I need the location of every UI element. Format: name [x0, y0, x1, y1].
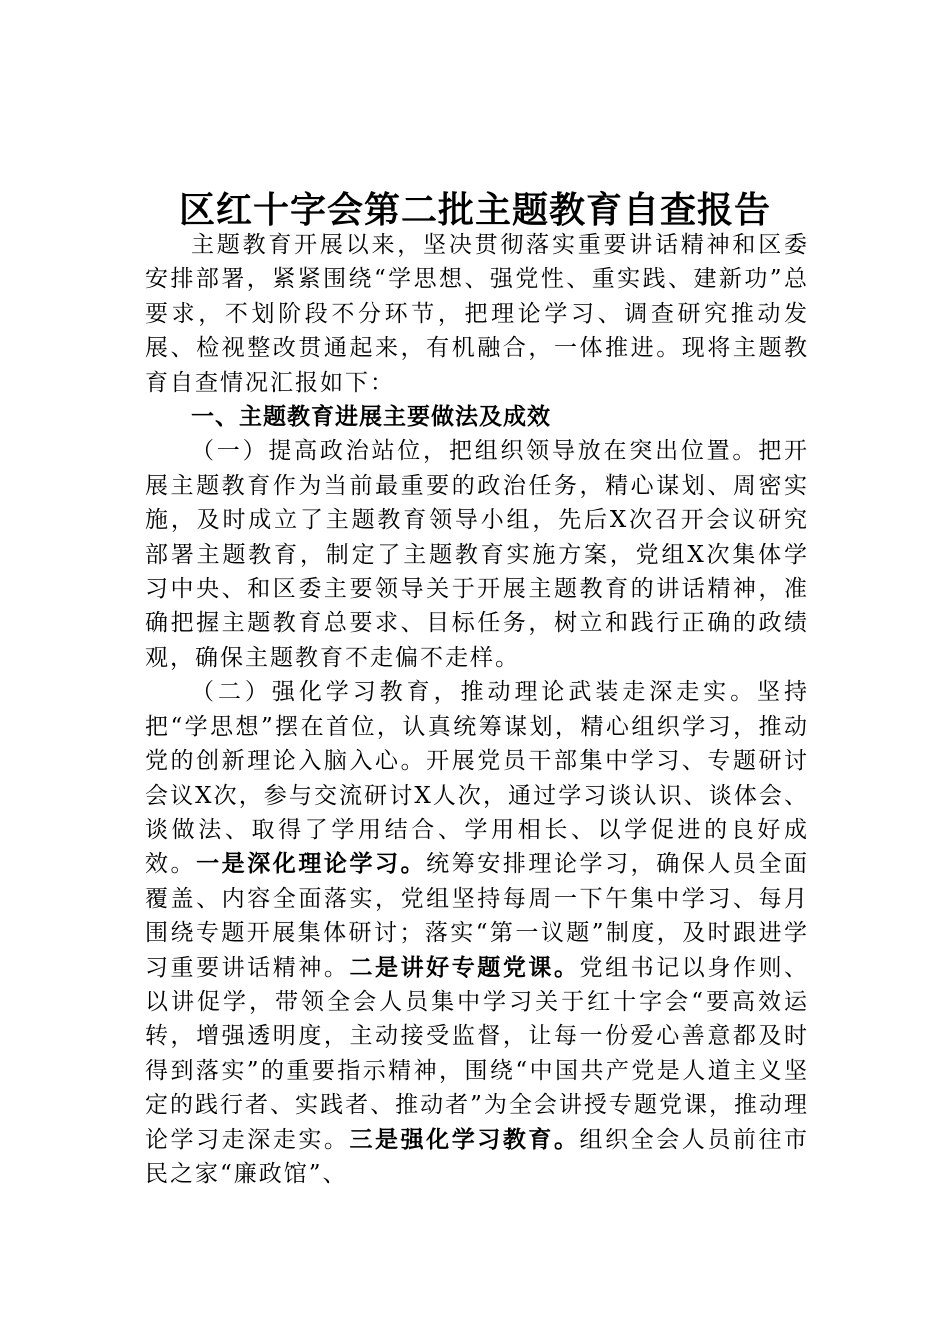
subsection-2-text-d: 组织全会人员前往市民之家“廉政馆”、	[145, 1126, 810, 1187]
subsection-1-paragraph	[145, 434, 809, 675]
subsection-2-text-c: 党组书记以身作则、以讲促学，带领全会人员集中学习关于红十字会“要高效运转，增强透明度，主动接受监督，让每一份爱心善意都及时得到落实”的重要指示精神，围绕“中国共产党是人道主义坚定的践行者、实践者、推动者”为全会讲授专题党课，推动理论学习走深走实。	[145, 954, 810, 1153]
point-2-label: 二是讲好专题党课。	[349, 953, 580, 981]
subsection-2-paragraph	[145, 675, 809, 1191]
point-3-label: 三是强化学习教育。	[349, 1125, 580, 1153]
subsection-2-lead: （二）强化学习教育，推动理论武装走深走实。	[191, 679, 758, 706]
intro-paragraph: 主题教育开展以来，坚决贯彻落实重要讲话精神和区委安排部署，紧紧围绕“学思想、强党性、重实践、建新功”总要求，不划阶段不分环节，把理论学习、调查研究推动发展、检视整改贯通起来，有机融合，一体推进。现将主题教育自查情况汇报如下：	[145, 232, 809, 396]
subsection-1-lead: （一）提高政治站位，把组织领导放在突出位置。	[191, 438, 759, 465]
document-title: 区红十字会第二批主题教育自查报告	[178, 189, 771, 232]
subsection-2-text-a: 坚持把“学思想”摆在首位，认真统筹谋划，精心组织学习，推动党的创新理论入脑入心。开展党员干部集中学习、专题研讨会议X次，参与交流研讨X人次，通过学习谈认识、谈体会、谈做法、取得了学用结合、学用相长、以学促进的良好成效。	[145, 679, 810, 878]
subsection-2-text-b: 统筹安排理论学习，确保人员全面覆盖、内容全面落实，党组坚持每周一下午集中学习、每月围绕专题开展集体研讨；落实“第一议题”制度，及时跟进学习重要讲话精神。	[145, 851, 810, 981]
section-heading-1: 一、主题教育进展主要做法及成效	[191, 404, 551, 431]
point-1-label: 一是深化理论学习。	[196, 850, 427, 878]
subsection-1-text: 把开展主题教育作为当前最重要的政治任务，精心谋划、周密实施，及时成立了主题教育领导小组，先后X次召开会议研究部署主题教育，制定了主题教育实施方案，党组X次集体学习中央、和区委主要领导关于开展主题教育的讲话精神，准确把握主题教育总要求、目标任务，树立和践行正确的政绩观，确保主题教育不走偏不走样。	[145, 438, 810, 671]
document-body	[145, 228, 809, 1191]
